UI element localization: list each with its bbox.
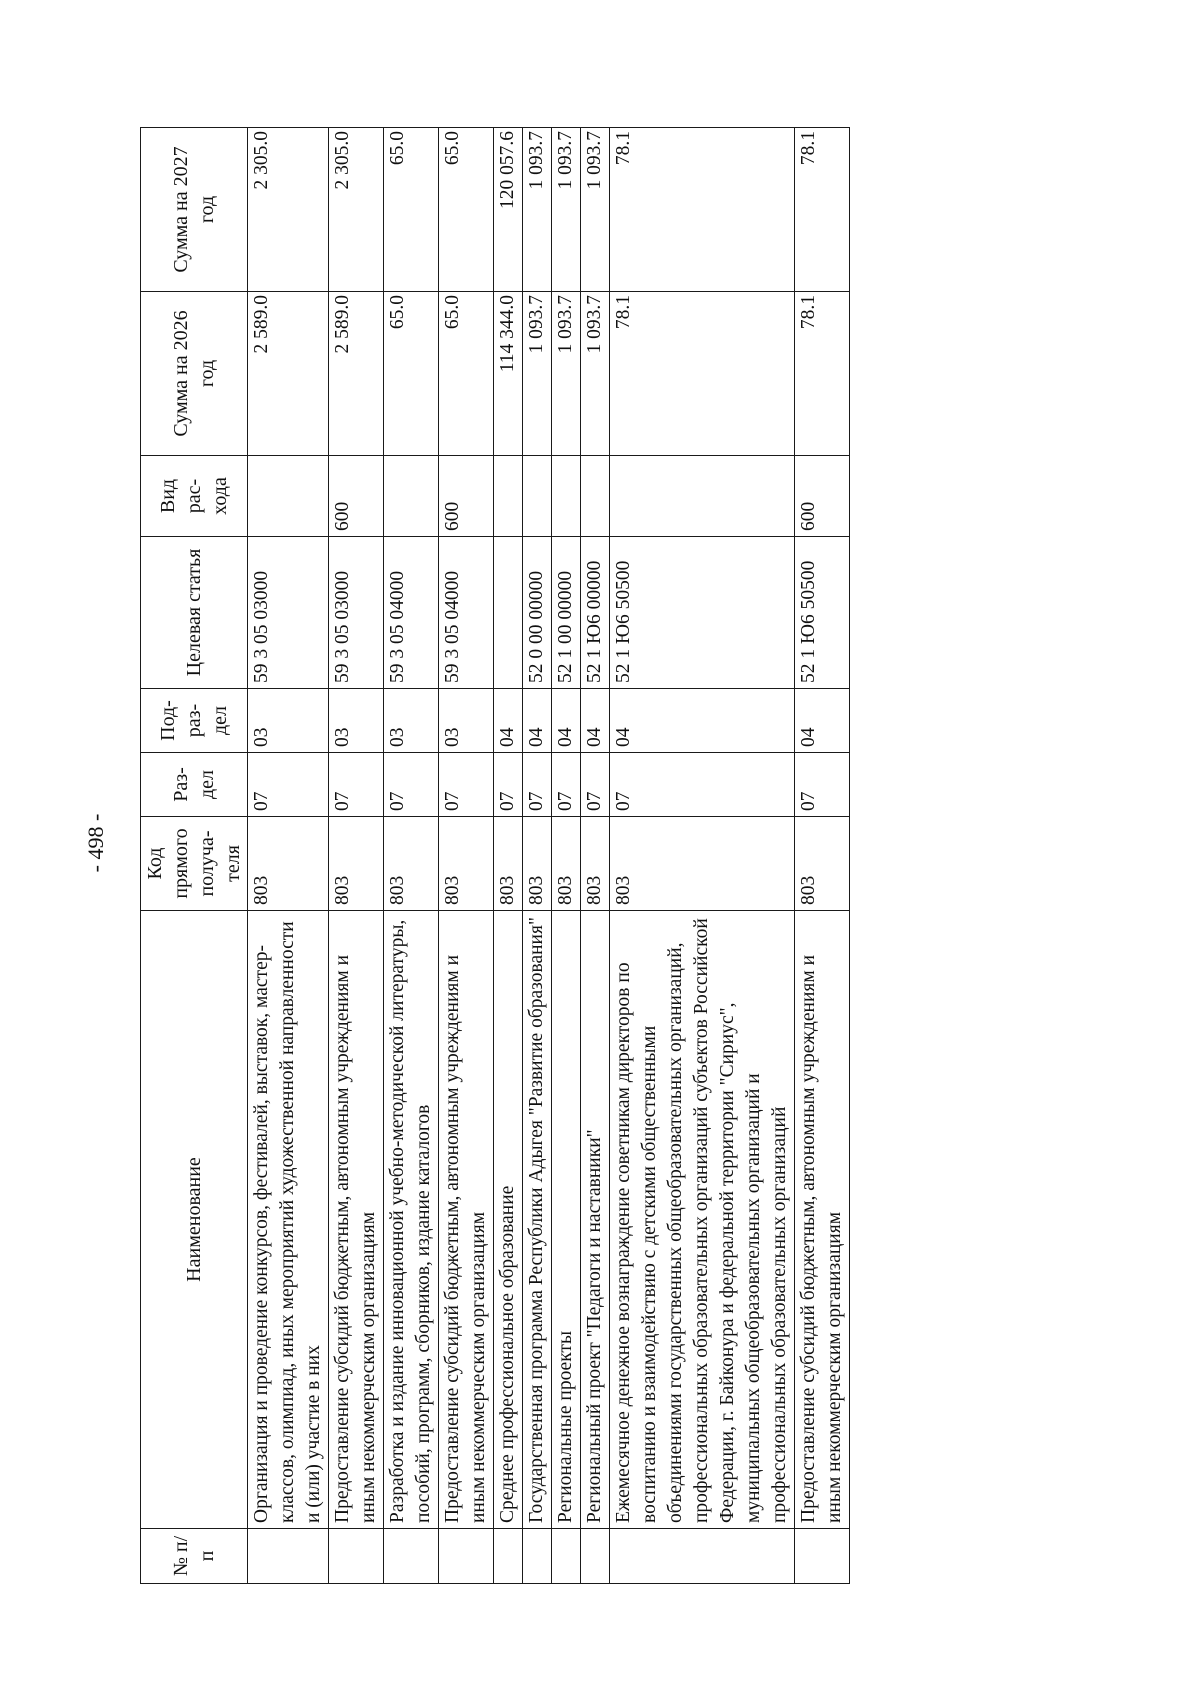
header-section: Раз-дел [141,753,248,817]
table-row [610,128,795,1584]
cell-sum-2026: 1 093.7 [552,292,581,456]
cell-section: 07 [248,753,329,817]
table-row [552,128,581,1584]
cell-target: 52 1 Ю6 50500 [795,537,850,689]
cell-target: 59 3 05 03000 [248,537,329,689]
cell-name: Региональный проект "Педагоги и наставники" [581,911,610,1529]
cell-subsection: 04 [494,689,523,753]
cell-expense: 600 [329,456,384,537]
cell-subsection: 04 [523,689,552,753]
cell-sum-2027: 1 093.7 [552,128,581,292]
cell-recipient: 803 [552,817,581,911]
cell-num [248,1529,329,1584]
cell-expense [523,456,552,537]
cell-subsection: 04 [795,689,850,753]
cell-num [329,1529,384,1584]
cell-section: 07 [610,753,795,817]
cell-recipient: 803 [439,817,494,911]
cell-num [494,1529,523,1584]
cell-name: Региональные проекты [552,911,581,1529]
header-subsection: Под-раз-дел [141,689,248,753]
table-row [795,128,850,1584]
cell-recipient: 803 [523,817,552,911]
rotated-table-container [140,128,977,1584]
cell-name: Разработка и издание инновационной учебно-методической литературы, пособий, программ, сборников, издание каталогов [384,911,439,1529]
cell-section: 07 [581,753,610,817]
budget-table [140,127,850,1584]
cell-num [552,1529,581,1584]
cell-section: 07 [329,753,384,817]
table-header-row [141,128,248,1584]
cell-section: 07 [384,753,439,817]
cell-sum-2026: 78.1 [795,292,850,456]
cell-target: 59 3 05 04000 [384,537,439,689]
cell-name: Предоставление субсидий бюджетным, автономным учреждениям и иным некоммерческим организациям [795,911,850,1529]
cell-sum-2027: 78.1 [610,128,795,292]
cell-sum-2026: 65.0 [439,292,494,456]
cell-subsection: 03 [248,689,329,753]
cell-sum-2027: 65.0 [384,128,439,292]
table-row [439,128,494,1584]
cell-expense [494,456,523,537]
cell-sum-2026: 2 589.0 [248,292,329,456]
header-sum-2027: Сумма на 2027 год [141,128,248,292]
header-expense: Вид рас-хода [141,456,248,537]
cell-sum-2026: 1 093.7 [581,292,610,456]
cell-section: 07 [439,753,494,817]
cell-num [795,1529,850,1584]
cell-expense [384,456,439,537]
cell-target: 52 1 00 00000 [552,537,581,689]
cell-sum-2027: 1 093.7 [523,128,552,292]
cell-subsection: 04 [581,689,610,753]
cell-subsection: 04 [552,689,581,753]
cell-name: Государственная программа Республики Адыгея "Развитие образования" [523,911,552,1529]
cell-sum-2026: 2 589.0 [329,292,384,456]
header-name: Наименование [141,911,248,1529]
cell-recipient: 803 [581,817,610,911]
cell-num [439,1529,494,1584]
cell-target: 59 3 05 04000 [439,537,494,689]
cell-sum-2027: 2 305.0 [329,128,384,292]
cell-subsection: 03 [439,689,494,753]
cell-sum-2026: 1 093.7 [523,292,552,456]
cell-recipient: 803 [610,817,795,911]
cell-sum-2027: 1 093.7 [581,128,610,292]
cell-num [581,1529,610,1584]
cell-subsection: 04 [610,689,795,753]
cell-sum-2026: 65.0 [384,292,439,456]
cell-sum-2027: 65.0 [439,128,494,292]
cell-num [610,1529,795,1584]
cell-num [384,1529,439,1584]
cell-sum-2026: 114 344.0 [494,292,523,456]
table-row [329,128,384,1584]
cell-expense [248,456,329,537]
cell-num [523,1529,552,1584]
cell-recipient: 803 [494,817,523,911]
cell-name: Предоставление субсидий бюджетным, автономным учреждениям и иным некоммерческим организациям [439,911,494,1529]
cell-subsection: 03 [329,689,384,753]
table-row [494,128,523,1584]
cell-target: 52 1 Ю6 00000 [581,537,610,689]
cell-recipient: 803 [795,817,850,911]
cell-recipient: 803 [248,817,329,911]
cell-expense: 600 [439,456,494,537]
header-recipient: Код прямого получа-теля [141,817,248,911]
cell-sum-2027: 2 305.0 [248,128,329,292]
header-sum-2026: Сумма на 2026 год [141,292,248,456]
page-number: - 498 - [83,813,108,873]
table-row [248,128,329,1584]
cell-target: 59 3 05 03000 [329,537,384,689]
cell-sum-2027: 78.1 [795,128,850,292]
cell-sum-2026: 78.1 [610,292,795,456]
header-num: № п/п [141,1529,248,1584]
cell-target: 52 0 00 00000 [523,537,552,689]
table-row [523,128,552,1584]
cell-target [494,537,523,689]
cell-section: 07 [552,753,581,817]
cell-expense [581,456,610,537]
cell-expense [610,456,795,537]
cell-name: Предоставление субсидий бюджетным, автономным учреждениям и иным некоммерческим организациям [329,911,384,1529]
cell-recipient: 803 [329,817,384,911]
table-row [384,128,439,1584]
cell-name: Ежемесячное денежное вознаграждение советникам директоров по воспитанию и взаимодействию с детскими общественными объединениями государственных общеобразовательных организаций, профессиональных образовательных организаций субъектов Российской Федерации, г. Байконура и федеральной территории "Сириус", муниципальных общеобразовательных организаций и профессиональных образовательных организаций [610,911,795,1529]
cell-name: Среднее профессиональное образование [494,911,523,1529]
cell-target: 52 1 Ю6 50500 [610,537,795,689]
header-target: Целевая статья [141,537,248,689]
table-row [581,128,610,1584]
cell-recipient: 803 [384,817,439,911]
cell-section: 07 [795,753,850,817]
cell-name: Организация и проведение конкурсов, фестивалей, выставок, мастер-классов, олимпиад, иных мероприятий художественной направленности и (или) участие в них [248,911,329,1529]
cell-expense [552,456,581,537]
cell-subsection: 03 [384,689,439,753]
cell-sum-2027: 120 057.6 [494,128,523,292]
cell-section: 07 [494,753,523,817]
cell-section: 07 [523,753,552,817]
cell-expense: 600 [795,456,850,537]
